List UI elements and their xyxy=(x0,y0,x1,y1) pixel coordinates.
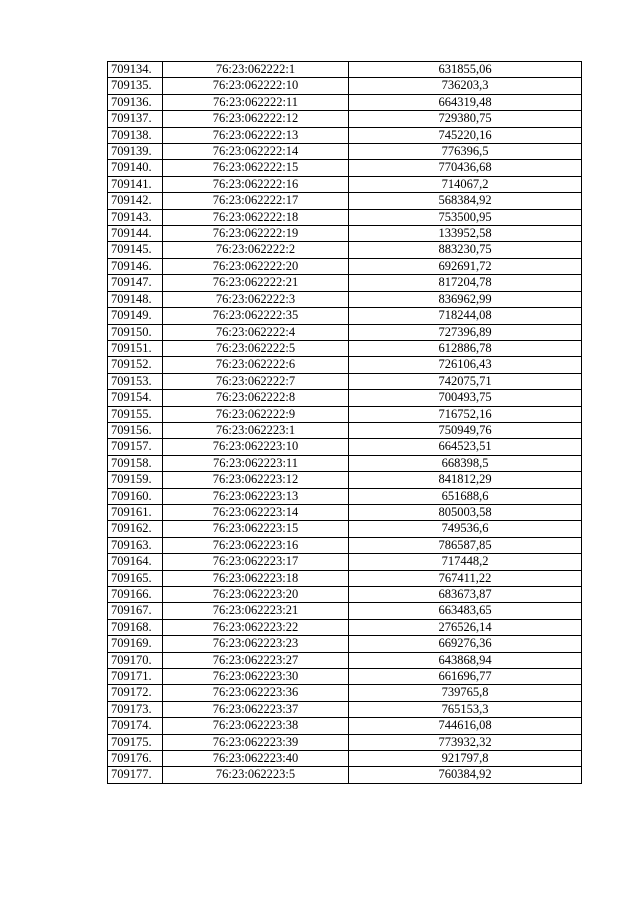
table-row xyxy=(108,390,582,406)
row-number-cell: 709169. xyxy=(108,636,163,652)
cadastral-value-cell: 664319,48 xyxy=(349,94,582,110)
cadastral-number-cell: 76:23:062223:22 xyxy=(163,619,349,635)
cadastral-number-cell: 76:23:062223:40 xyxy=(163,751,349,767)
table-row xyxy=(108,521,582,537)
table-row xyxy=(108,176,582,192)
row-number-cell: 709160. xyxy=(108,488,163,504)
row-number-cell: 709145. xyxy=(108,242,163,258)
table-row xyxy=(108,62,582,78)
table-row xyxy=(108,357,582,373)
table-row xyxy=(108,488,582,504)
table-row xyxy=(108,455,582,471)
cadastral-number-cell: 76:23:062223:14 xyxy=(163,504,349,520)
table-row xyxy=(108,144,582,160)
table-row xyxy=(108,340,582,356)
cadastral-value-cell: 643868,94 xyxy=(349,652,582,668)
table-row xyxy=(108,226,582,242)
cadastral-value-cell: 716752,16 xyxy=(349,406,582,422)
table-row xyxy=(108,603,582,619)
table-row xyxy=(108,652,582,668)
row-number-cell: 709157. xyxy=(108,439,163,455)
table-row xyxy=(108,669,582,685)
row-number-cell: 709142. xyxy=(108,193,163,209)
row-number-cell: 709168. xyxy=(108,619,163,635)
row-number-cell: 709163. xyxy=(108,537,163,553)
cadastral-number-cell: 76:23:062223:20 xyxy=(163,587,349,603)
cadastral-number-cell: 76:23:062222:18 xyxy=(163,209,349,225)
table-row xyxy=(108,308,582,324)
cadastral-value-cell: 805003,58 xyxy=(349,504,582,520)
cadastral-value-cell: 669276,36 xyxy=(349,636,582,652)
cadastral-number-cell: 76:23:062222:8 xyxy=(163,390,349,406)
cadastral-number-cell: 76:23:062222:4 xyxy=(163,324,349,340)
row-number-cell: 709135. xyxy=(108,78,163,94)
cadastral-number-cell: 76:23:062223:1 xyxy=(163,422,349,438)
cadastral-value-cell: 745220,16 xyxy=(349,127,582,143)
cadastral-number-cell: 76:23:062223:39 xyxy=(163,734,349,750)
row-number-cell: 709137. xyxy=(108,111,163,127)
table-row xyxy=(108,504,582,520)
row-number-cell: 709174. xyxy=(108,718,163,734)
cadastral-number-cell: 76:23:062222:3 xyxy=(163,291,349,307)
cadastral-number-cell: 76:23:062223:11 xyxy=(163,455,349,471)
table-row xyxy=(108,193,582,209)
table-row xyxy=(108,111,582,127)
table-row xyxy=(108,160,582,176)
cadastral-number-cell: 76:23:062223:36 xyxy=(163,685,349,701)
row-number-cell: 709177. xyxy=(108,767,163,783)
table-row xyxy=(108,718,582,734)
table-row xyxy=(108,127,582,143)
cadastral-value-cell: 841812,29 xyxy=(349,472,582,488)
cadastral-number-cell: 76:23:062222:12 xyxy=(163,111,349,127)
cadastral-number-cell: 76:23:062222:17 xyxy=(163,193,349,209)
table-row xyxy=(108,242,582,258)
table-body xyxy=(108,62,582,784)
cadastral-value-cell: 770436,68 xyxy=(349,160,582,176)
row-number-cell: 709171. xyxy=(108,669,163,685)
cadastral-value-cell: 729380,75 xyxy=(349,111,582,127)
cadastral-number-cell: 76:23:062222:14 xyxy=(163,144,349,160)
table-row xyxy=(108,439,582,455)
table-row xyxy=(108,701,582,717)
table-row xyxy=(108,275,582,291)
table-row xyxy=(108,767,582,783)
cadastral-value-cell: 663483,65 xyxy=(349,603,582,619)
table-row xyxy=(108,291,582,307)
row-number-cell: 709141. xyxy=(108,176,163,192)
cadastral-value-cell: 714067,2 xyxy=(349,176,582,192)
row-number-cell: 709139. xyxy=(108,144,163,160)
cadastral-value-cell: 661696,77 xyxy=(349,669,582,685)
cadastral-number-cell: 76:23:062222:35 xyxy=(163,308,349,324)
row-number-cell: 709164. xyxy=(108,554,163,570)
cadastral-value-cell: 744616,08 xyxy=(349,718,582,734)
row-number-cell: 709161. xyxy=(108,504,163,520)
cadastral-value-cell: 773932,32 xyxy=(349,734,582,750)
row-number-cell: 709170. xyxy=(108,652,163,668)
cadastral-number-cell: 76:23:062222:10 xyxy=(163,78,349,94)
cadastral-value-cell: 664523,51 xyxy=(349,439,582,455)
row-number-cell: 709148. xyxy=(108,291,163,307)
cadastral-number-cell: 76:23:062223:15 xyxy=(163,521,349,537)
cadastral-value-cell: 765153,3 xyxy=(349,701,582,717)
cadastral-number-cell: 76:23:062222:6 xyxy=(163,357,349,373)
cadastral-value-cell: 727396,89 xyxy=(349,324,582,340)
cadastral-number-cell: 76:23:062222:11 xyxy=(163,94,349,110)
cadastral-value-cell: 651688,6 xyxy=(349,488,582,504)
cadastral-value-cell: 776396,5 xyxy=(349,144,582,160)
cadastral-number-cell: 76:23:062223:30 xyxy=(163,669,349,685)
row-number-cell: 709173. xyxy=(108,701,163,717)
cadastral-number-cell: 76:23:062223:16 xyxy=(163,537,349,553)
row-number-cell: 709158. xyxy=(108,455,163,471)
row-number-cell: 709165. xyxy=(108,570,163,586)
row-number-cell: 709140. xyxy=(108,160,163,176)
row-number-cell: 709151. xyxy=(108,340,163,356)
cadastral-number-cell: 76:23:062223:13 xyxy=(163,488,349,504)
row-number-cell: 709136. xyxy=(108,94,163,110)
cadastral-number-cell: 76:23:062223:10 xyxy=(163,439,349,455)
cadastral-number-cell: 76:23:062223:12 xyxy=(163,472,349,488)
cadastral-value-cell: 683673,87 xyxy=(349,587,582,603)
cadastral-value-cell: 568384,92 xyxy=(349,193,582,209)
table-row xyxy=(108,258,582,274)
row-number-cell: 709175. xyxy=(108,734,163,750)
row-number-cell: 709144. xyxy=(108,226,163,242)
row-number-cell: 709162. xyxy=(108,521,163,537)
cadastral-value-cell: 921797,8 xyxy=(349,751,582,767)
cadastral-value-cell: 736203,3 xyxy=(349,78,582,94)
cadastral-value-cell: 276526,14 xyxy=(349,619,582,635)
cadastral-value-cell: 753500,95 xyxy=(349,209,582,225)
table-row xyxy=(108,422,582,438)
row-number-cell: 709150. xyxy=(108,324,163,340)
cadastral-number-cell: 76:23:062222:19 xyxy=(163,226,349,242)
cadastral-number-cell: 76:23:062223:37 xyxy=(163,701,349,717)
cadastral-number-cell: 76:23:062222:7 xyxy=(163,373,349,389)
cadastral-value-cell: 742075,71 xyxy=(349,373,582,389)
cadastral-number-cell: 76:23:062222:13 xyxy=(163,127,349,143)
row-number-cell: 709152. xyxy=(108,357,163,373)
cadastral-number-cell: 76:23:062223:5 xyxy=(163,767,349,783)
cadastral-value-cell: 750949,76 xyxy=(349,422,582,438)
cadastral-number-cell: 76:23:062222:21 xyxy=(163,275,349,291)
cadastral-value-cell: 726106,43 xyxy=(349,357,582,373)
row-number-cell: 709138. xyxy=(108,127,163,143)
cadastral-value-cell: 817204,78 xyxy=(349,275,582,291)
table-row xyxy=(108,587,582,603)
cadastral-number-cell: 76:23:062222:20 xyxy=(163,258,349,274)
cadastral-number-cell: 76:23:062223:27 xyxy=(163,652,349,668)
cadastral-value-cell: 692691,72 xyxy=(349,258,582,274)
row-number-cell: 709146. xyxy=(108,258,163,274)
table-row xyxy=(108,636,582,652)
cadastral-value-cell: 133952,58 xyxy=(349,226,582,242)
cadastral-value-cell: 718244,08 xyxy=(349,308,582,324)
cadastral-number-cell: 76:23:062222:15 xyxy=(163,160,349,176)
cadastral-value-cell: 700493,75 xyxy=(349,390,582,406)
row-number-cell: 709147. xyxy=(108,275,163,291)
cadastral-value-cell: 749536,6 xyxy=(349,521,582,537)
table-row xyxy=(108,734,582,750)
cadastral-number-cell: 76:23:062222:16 xyxy=(163,176,349,192)
cadastral-number-cell: 76:23:062223:21 xyxy=(163,603,349,619)
row-number-cell: 709172. xyxy=(108,685,163,701)
table-row xyxy=(108,685,582,701)
table-row xyxy=(108,373,582,389)
row-number-cell: 709154. xyxy=(108,390,163,406)
cadastral-value-cell: 760384,92 xyxy=(349,767,582,783)
table-row xyxy=(108,209,582,225)
cadastral-value-cell: 612886,78 xyxy=(349,340,582,356)
row-number-cell: 709149. xyxy=(108,308,163,324)
row-number-cell: 709153. xyxy=(108,373,163,389)
cadastral-value-table xyxy=(107,61,582,784)
cadastral-number-cell: 76:23:062222:9 xyxy=(163,406,349,422)
cadastral-value-cell: 739765,8 xyxy=(349,685,582,701)
cadastral-value-cell: 786587,85 xyxy=(349,537,582,553)
cadastral-number-cell: 76:23:062223:23 xyxy=(163,636,349,652)
table-row xyxy=(108,472,582,488)
row-number-cell: 709176. xyxy=(108,751,163,767)
table-row xyxy=(108,406,582,422)
cadastral-value-cell: 668398,5 xyxy=(349,455,582,471)
table-row xyxy=(108,751,582,767)
row-number-cell: 709167. xyxy=(108,603,163,619)
row-number-cell: 709159. xyxy=(108,472,163,488)
cadastral-number-cell: 76:23:062222:2 xyxy=(163,242,349,258)
cadastral-number-cell: 76:23:062222:5 xyxy=(163,340,349,356)
cadastral-value-cell: 836962,99 xyxy=(349,291,582,307)
cadastral-value-cell: 767411,22 xyxy=(349,570,582,586)
cadastral-value-cell: 631855,06 xyxy=(349,62,582,78)
row-number-cell: 709156. xyxy=(108,422,163,438)
table-row xyxy=(108,94,582,110)
table-row xyxy=(108,554,582,570)
cadastral-number-cell: 76:23:062223:18 xyxy=(163,570,349,586)
table-row xyxy=(108,78,582,94)
row-number-cell: 709155. xyxy=(108,406,163,422)
row-number-cell: 709134. xyxy=(108,62,163,78)
table-row xyxy=(108,324,582,340)
cadastral-number-cell: 76:23:062222:1 xyxy=(163,62,349,78)
row-number-cell: 709143. xyxy=(108,209,163,225)
row-number-cell: 709166. xyxy=(108,587,163,603)
cadastral-number-cell: 76:23:062223:17 xyxy=(163,554,349,570)
cadastral-number-cell: 76:23:062223:38 xyxy=(163,718,349,734)
table-row xyxy=(108,619,582,635)
table-row xyxy=(108,537,582,553)
cadastral-value-cell: 717448,2 xyxy=(349,554,582,570)
cadastral-value-cell: 883230,75 xyxy=(349,242,582,258)
table-row xyxy=(108,570,582,586)
